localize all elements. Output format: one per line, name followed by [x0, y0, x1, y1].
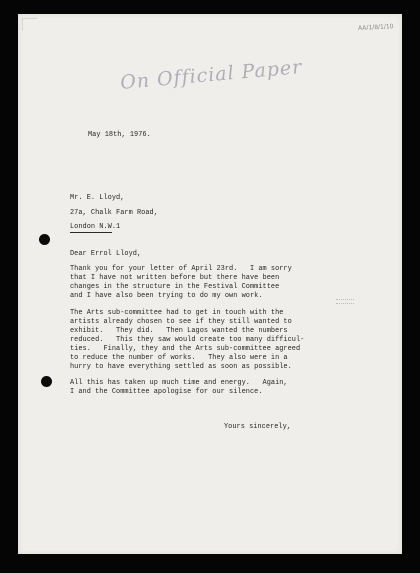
closing: Yours sincerely,: [224, 423, 291, 431]
punch-hole-bottom: [41, 376, 52, 387]
body-line: and I have also been trying to do my own work.: [70, 292, 263, 300]
body-line: Thank you for your letter of April 23rd. I am sorry: [70, 265, 292, 273]
body-line: artists already chosen to see if they still wanted to: [70, 318, 292, 326]
body-line: to reduce the number of works. They also were in a: [70, 354, 288, 362]
salutation: Dear Errol Lloyd,: [70, 250, 142, 258]
faint-pencil-mark: [336, 299, 354, 304]
recipient-city: London N.W.1: [70, 223, 121, 231]
body-line: The Arts sub-committee had to get in touch with the: [70, 309, 284, 317]
letter-page: [18, 14, 402, 554]
recipient-name: Mr. E. Lloyd,: [70, 194, 125, 202]
body-line: All this has taken up much time and energy. Again,: [70, 379, 288, 387]
archive-reference: AA/1/8/1/10: [358, 23, 395, 32]
body-line: that I have not written before but there have been: [70, 274, 280, 282]
body-line: ties. Finally, they and the Arts sub-committee agreed: [70, 345, 301, 353]
letter-date: May 18th, 1976.: [88, 131, 151, 139]
city-underline: [70, 232, 112, 233]
handwritten-note: On Official Paper: [119, 56, 304, 94]
body-line: reduced. This they saw would create too many difficul-: [70, 336, 305, 344]
body-line: I and the Committee apologise for our silence.: [70, 388, 263, 396]
body-line: changes in the structure in the Festival Committee: [70, 283, 280, 291]
punch-hole-top: [39, 234, 50, 245]
corner-mark: [22, 18, 37, 31]
body-line: exhibit. They did. Then Lagos wanted the numbers: [70, 327, 288, 335]
recipient-street: 27a, Chalk Farm Road,: [70, 209, 158, 217]
body-line: hurry to have everything settled as soon as possible.: [70, 363, 292, 371]
